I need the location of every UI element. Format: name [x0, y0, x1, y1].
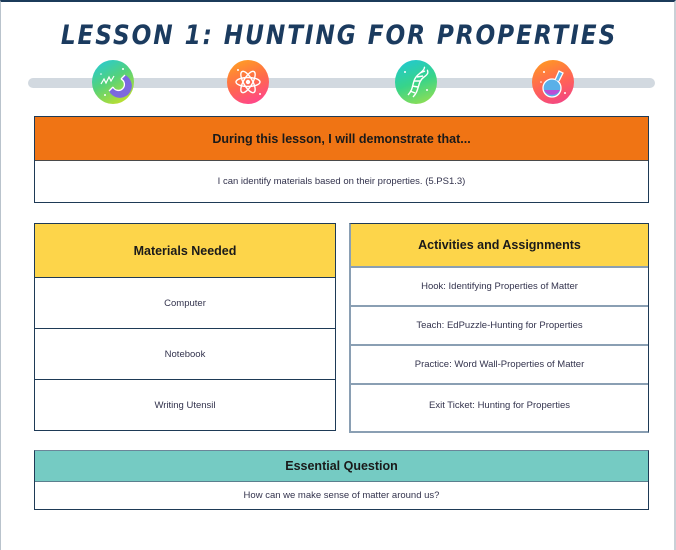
materials-table [34, 223, 336, 431]
activities-header: Activities and Assignments [351, 224, 648, 268]
magnet-icon [92, 60, 134, 104]
atom-icon [227, 60, 269, 104]
objectives-statement: I can identify materials based on their properties. (5.PS1.3) [35, 161, 648, 202]
activities-table [349, 223, 649, 433]
page-title: LESSON 1: HUNTING FOR PROPERTIES [60, 20, 618, 51]
dna-icon [395, 60, 437, 104]
activity-item-exit-ticket: Exit Ticket: Hunting for Properties [429, 399, 570, 411]
objectives-header: During this lesson, I will demonstrate that... [35, 117, 648, 161]
flask-icon [532, 60, 574, 104]
materials-header: Materials Needed [35, 224, 335, 278]
activity-item-practice: Practice: Word Wall-Properties of Matter [351, 346, 648, 385]
materials-item: Writing Utensil [154, 399, 216, 411]
objectives-box [34, 116, 649, 203]
essential-question-text: How can we make sense of matter around us? [35, 482, 648, 509]
essential-question-header: Essential Question [35, 451, 648, 482]
activity-item-teach: Teach: EdPuzzle-Hunting for Properties [351, 307, 648, 346]
materials-item: Notebook [35, 329, 335, 380]
activity-item-hook: Hook: Identifying Properties of Matter [351, 268, 648, 307]
essential-question-box [34, 450, 649, 510]
materials-item: Computer [35, 278, 335, 329]
